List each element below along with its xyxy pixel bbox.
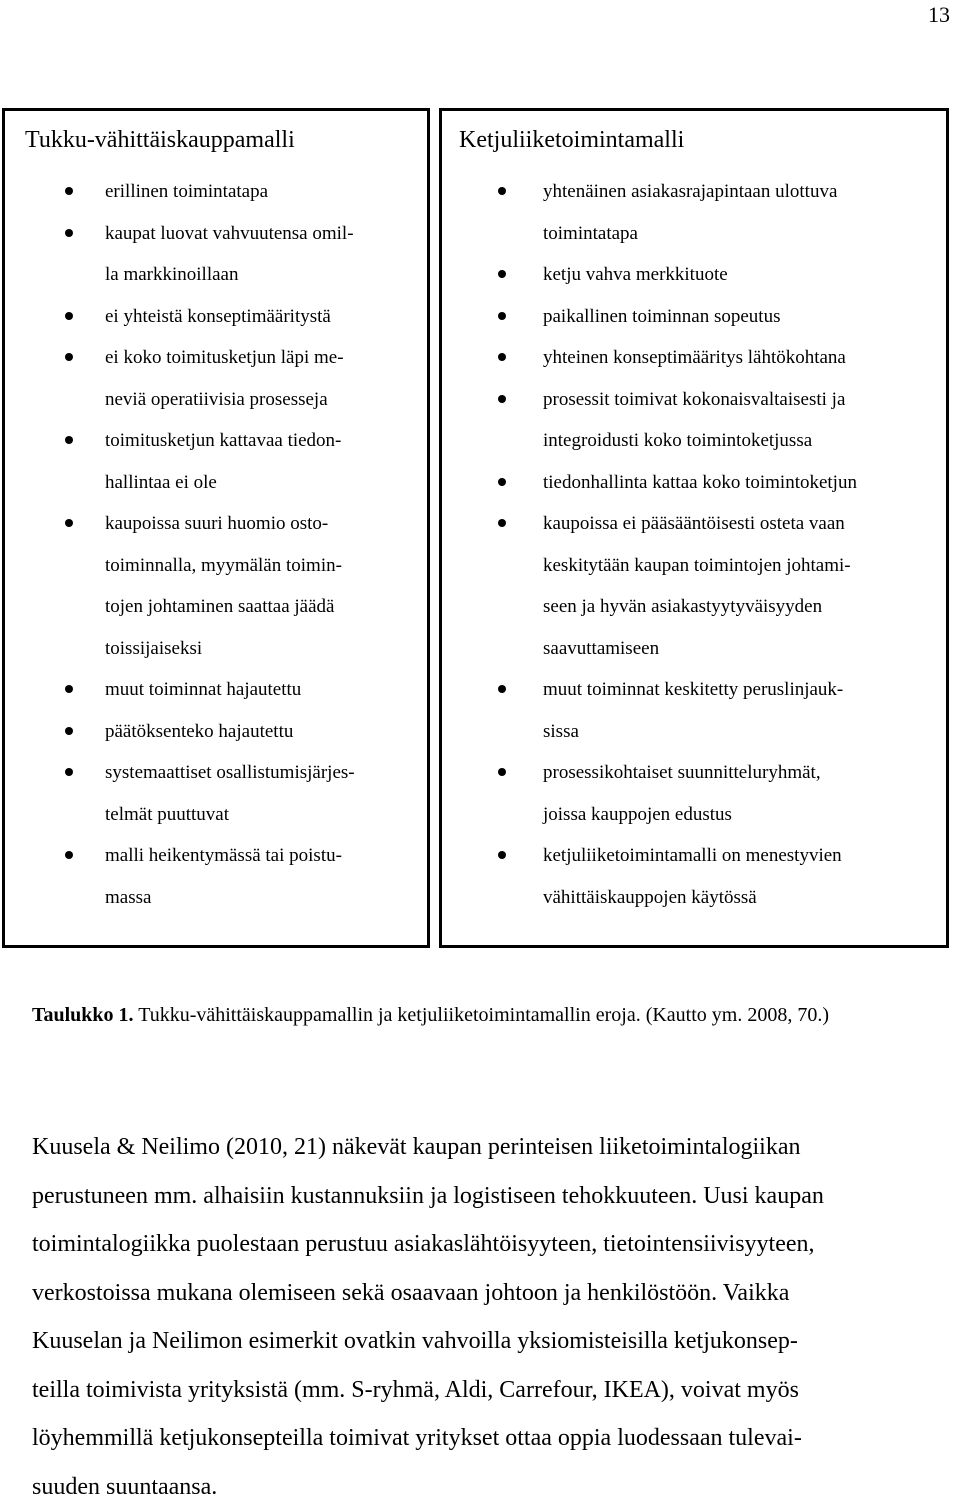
chain-business-model-title: Ketjuliiketoimintamalli: [459, 127, 685, 153]
bullet-icon: [498, 270, 506, 278]
list-item-text: muut toiminnat keskitetty peruslinjauk- sissa: [543, 679, 844, 742]
list-item: [105, 213, 405, 296]
list-item-text: yhtenäinen asiakasrajapintaan ulottuva toimintatapa: [543, 181, 838, 244]
list-item: [105, 752, 405, 835]
list-item-text: toimitusketjun kattavaa tiedon- hallintaa ei ole: [105, 430, 342, 493]
wholesale-retail-model-title: Tukku-vähittäiskauppamalli: [25, 127, 295, 153]
list-item: [105, 171, 405, 213]
list-item: [105, 669, 405, 711]
list-item: [105, 711, 405, 753]
list-item: [105, 296, 405, 338]
list-item: [543, 835, 933, 918]
bullet-icon: [498, 187, 506, 195]
list-item: [543, 337, 933, 379]
bullet-icon: [498, 851, 506, 859]
bullet-icon: [498, 395, 506, 403]
list-item: [543, 752, 933, 835]
table-caption: [32, 996, 932, 1034]
bullet-icon: [498, 519, 506, 527]
list-item-text: kaupoissa ei pääsääntöisesti osteta vaan keskitytään kaupan toimintojen johtami- seen ja hyvän asiakastyytyväisyyden saavuttamiseen: [543, 513, 851, 659]
list-item: [543, 462, 933, 504]
bullet-icon: [65, 187, 73, 195]
page-number: 13: [928, 2, 950, 27]
bullet-icon: [65, 727, 73, 735]
list-item-text: ei yhteistä konseptimääritystä: [105, 305, 331, 327]
list-item-text: tiedonhallinta kattaa koko toimintoketjun: [543, 471, 857, 493]
wholesale-retail-model-list: [105, 171, 405, 918]
body-paragraph: Kuusela & Neilimo (2010, 21) näkevät kaupan perinteisen liiketoimintalogiikan perustuneen mm. alhaisiin kustannuksiin ja logistiseen tehokkuuteen. Uusi kaupan toimintalogiikka puolestaan perustuu asiakaslähtöisyyteen, tietointensiivisyyteen, verkostoissa mukana olemiseen sekä osaavaan johtoon ja henkilöstöön. Vaikka Kuuselan ja Neilimon esimerkit ovatkin vahvoilla yksiomisteisilla ketjukonsep- teilla toimivista yrityksistä (mm. S-ryhmä, Aldi, Carrefour, IKEA), voivat myös löyhemmillä ketjukonsepteilla toimivat yritykset ottaa oppia luodessaan tulevai- suuden suuntaansa.: [32, 1134, 824, 1500]
bullet-icon: [498, 768, 506, 776]
list-item-text: ketjuliiketoimintamalli on menestyvien vähittäiskauppojen käytössä: [543, 845, 842, 908]
bullet-icon: [65, 229, 73, 237]
list-item: [105, 337, 405, 420]
bullet-icon: [65, 312, 73, 320]
list-item: [543, 379, 933, 462]
list-item: [105, 420, 405, 503]
table-cell-wholesale-retail-model: [2, 108, 430, 948]
caption-label: Taulukko 1.: [32, 1004, 134, 1026]
bullet-icon: [65, 436, 73, 444]
list-item-text: malli heikentymässä tai poistu- massa: [105, 845, 342, 908]
bullet-icon: [65, 685, 73, 693]
bullet-icon: [498, 685, 506, 693]
list-item: [543, 171, 933, 254]
list-item-text: ei koko toimitusketjun läpi me- neviä operatiivisia prosesseja: [105, 347, 344, 410]
bullet-icon: [65, 353, 73, 361]
list-item: [105, 503, 405, 669]
list-item: [105, 835, 405, 918]
bullet-icon: [65, 768, 73, 776]
bullet-icon: [65, 519, 73, 527]
table-cell-chain-business-model: [439, 108, 949, 948]
bullet-icon: [65, 851, 73, 859]
list-item-text: paikallinen toiminnan sopeutus: [543, 305, 781, 327]
list-item-text: ketju vahva merkkituote: [543, 264, 728, 285]
list-item: [543, 669, 933, 752]
list-item-text: prosessikohtaiset suunnitteluryhmät, joissa kauppojen edustus: [543, 762, 821, 825]
list-item-text: erillinen toimintatapa: [105, 181, 269, 202]
list-item-text: prosessit toimivat kokonaisvaltaisesti ja integroidusti koko toimintoketjussa: [543, 388, 846, 451]
list-item-text: kaupoissa suuri huomio osto- toiminnalla, myymälän toimin- tojen johtaminen saattaa jäädä toissijaiseksi: [105, 513, 342, 659]
list-item: [543, 296, 933, 338]
bullet-icon: [498, 353, 506, 361]
bullet-icon: [498, 312, 506, 320]
list-item-text: yhteinen konseptimääritys lähtökohtana: [543, 347, 846, 368]
list-item: [543, 254, 933, 296]
list-item-text: kaupat luovat vahvuutensa omil- la markkinoillaan: [105, 222, 354, 285]
chain-business-model-list: [543, 171, 933, 918]
caption-text: Tukku-vähittäiskauppamallin ja ketjuliiketoimintamallin eroja. (Kautto ym. 2008, 70.): [133, 1004, 830, 1026]
bullet-icon: [498, 478, 506, 486]
list-item: [543, 503, 933, 669]
list-item-text: systemaattiset osallistumisjärjes- telmät puuttuvat: [105, 762, 355, 825]
list-item-text: muut toiminnat hajautettu: [105, 679, 302, 700]
list-item-text: päätöksenteko hajautettu: [105, 720, 294, 742]
